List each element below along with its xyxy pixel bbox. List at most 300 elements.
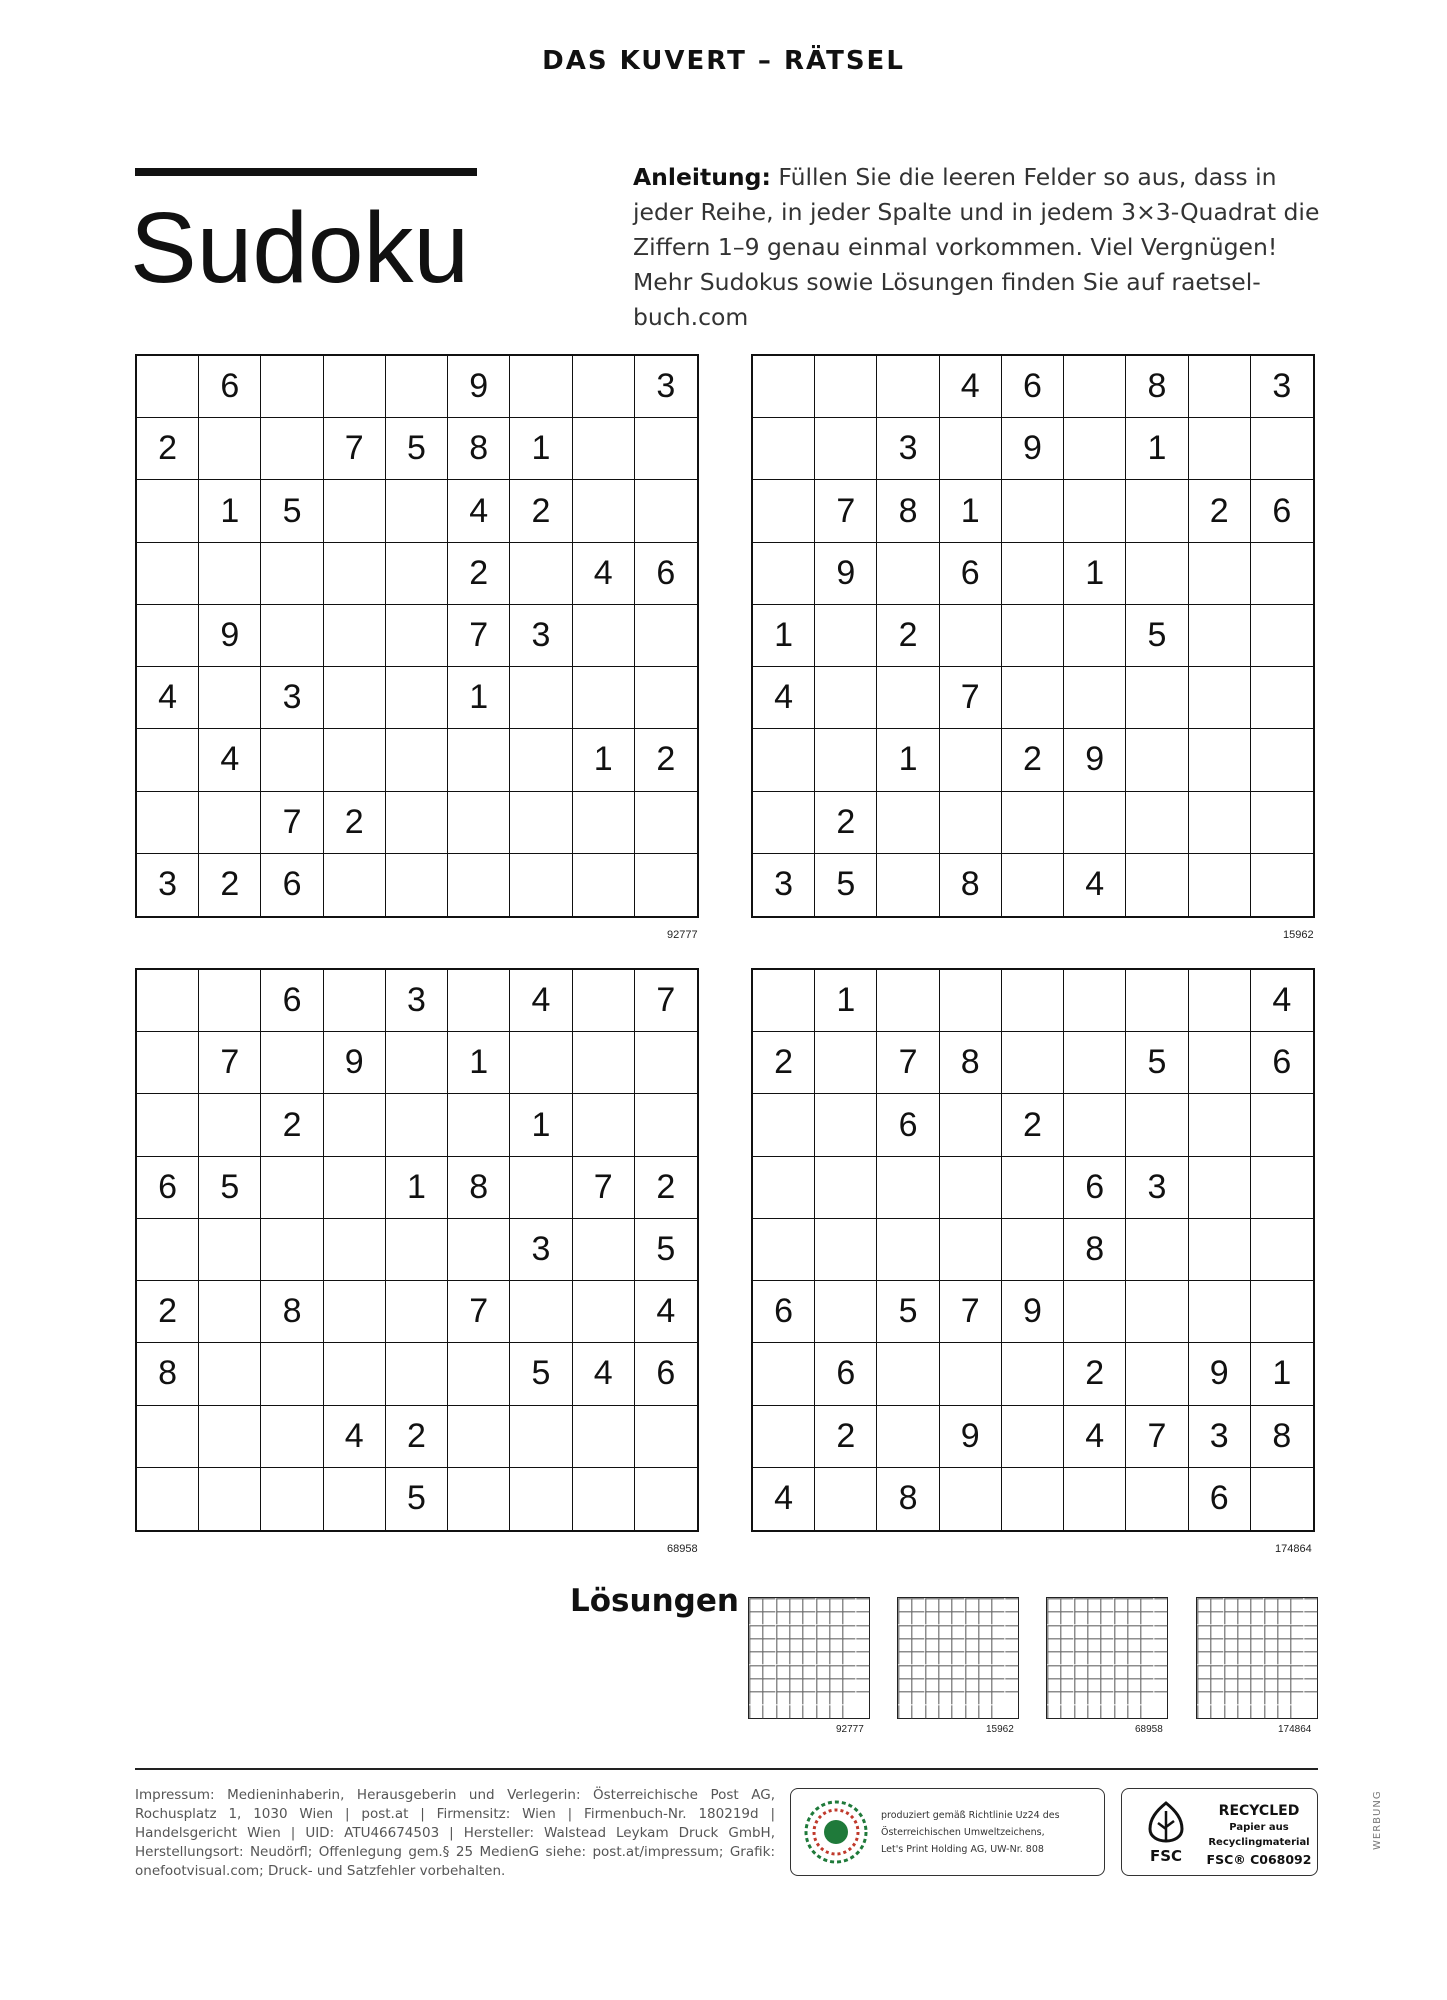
solution-cell xyxy=(951,1611,964,1624)
solution-cell xyxy=(925,1705,938,1718)
solution-cell xyxy=(776,1625,789,1638)
sudoku-cell xyxy=(448,1094,510,1156)
sudoku-cell xyxy=(1189,1094,1251,1156)
solution-cell xyxy=(1154,1611,1167,1624)
solution-cell xyxy=(1074,1678,1087,1691)
solution-grid-4 xyxy=(1196,1597,1318,1719)
solution-cell xyxy=(1140,1598,1153,1611)
solution-cell xyxy=(816,1665,829,1678)
sudoku-cell: 6 xyxy=(1189,1468,1251,1530)
sudoku-cell xyxy=(1002,605,1064,667)
sudoku-cell xyxy=(753,970,815,1032)
solution-cell xyxy=(1250,1611,1263,1624)
sudoku-cell xyxy=(815,1468,877,1530)
solution-cell xyxy=(1304,1651,1317,1664)
solution-cell xyxy=(991,1705,1004,1718)
sudoku-cell xyxy=(261,1032,323,1094)
sudoku-cell xyxy=(137,729,199,791)
puzzle-id-4: 174864 xyxy=(1275,1543,1312,1555)
sudoku-cell xyxy=(877,667,939,729)
sudoku-cell xyxy=(1126,1219,1188,1281)
solution-cell xyxy=(1210,1705,1223,1718)
sudoku-cell xyxy=(137,792,199,854)
solution-cell xyxy=(1047,1611,1060,1624)
solution-cell xyxy=(1074,1625,1087,1638)
solution-cell xyxy=(978,1705,991,1718)
solution-cell xyxy=(1197,1691,1210,1704)
solution-cell xyxy=(842,1638,855,1651)
sudoku-grid-1 xyxy=(135,354,699,918)
solution-cell xyxy=(1250,1651,1263,1664)
solution-id-2: 15962 xyxy=(986,1724,1014,1735)
solution-cell xyxy=(925,1611,938,1624)
sudoku-cell: 6 xyxy=(815,1343,877,1405)
solution-cell xyxy=(911,1691,924,1704)
sudoku-cell xyxy=(1002,1219,1064,1281)
solution-cell xyxy=(829,1651,842,1664)
solution-cell xyxy=(1087,1678,1100,1691)
solution-cell xyxy=(1100,1638,1113,1651)
sudoku-cell xyxy=(1251,1281,1313,1343)
sudoku-cell xyxy=(324,970,386,1032)
sudoku-cell: 5 xyxy=(261,480,323,542)
sudoku-cell: 7 xyxy=(261,792,323,854)
solution-cell xyxy=(911,1665,924,1678)
sudoku-cell: 9 xyxy=(940,1406,1002,1468)
sudoku-cell xyxy=(386,854,448,916)
solution-cell xyxy=(1114,1665,1127,1678)
solution-cell xyxy=(991,1651,1004,1664)
sudoku-cell: 4 xyxy=(1064,1406,1126,1468)
solution-cell xyxy=(816,1678,829,1691)
solution-cell xyxy=(789,1665,802,1678)
solution-cell xyxy=(1290,1705,1303,1718)
solution-cell xyxy=(1277,1705,1290,1718)
eco-line-3: Let's Print Holding AG, UW-Nr. 808 xyxy=(881,1844,1044,1855)
sudoku-cell xyxy=(635,1468,697,1530)
sudoku-cell xyxy=(815,1094,877,1156)
sudoku-cell xyxy=(510,792,572,854)
sudoku-cell xyxy=(815,667,877,729)
sudoku-cell xyxy=(753,356,815,418)
sudoku-cell xyxy=(1189,605,1251,667)
solution-cell xyxy=(1264,1651,1277,1664)
sudoku-cell: 7 xyxy=(940,667,1002,729)
sudoku-cell xyxy=(137,1406,199,1468)
sudoku-cell: 4 xyxy=(753,1468,815,1530)
solution-cell xyxy=(1127,1665,1140,1678)
sudoku-cell xyxy=(137,605,199,667)
solution-cell xyxy=(1277,1598,1290,1611)
solution-cell xyxy=(776,1691,789,1704)
solution-cell xyxy=(1197,1705,1210,1718)
solution-cell xyxy=(789,1638,802,1651)
fsc-logo-text: FSC xyxy=(1149,1847,1183,1865)
solution-cell xyxy=(1087,1611,1100,1624)
eco-label-text xyxy=(881,1807,1096,1858)
sudoku-cell xyxy=(1251,792,1313,854)
sudoku-cell xyxy=(1002,1032,1064,1094)
sudoku-cell xyxy=(1189,970,1251,1032)
solution-cell xyxy=(991,1611,1004,1624)
solution-cell xyxy=(1224,1598,1237,1611)
solution-cell xyxy=(1224,1638,1237,1651)
umweltzeichen-logo-icon xyxy=(803,1799,869,1865)
sudoku-cell xyxy=(324,729,386,791)
sudoku-cell xyxy=(448,854,510,916)
sudoku-cell xyxy=(261,543,323,605)
solution-cell xyxy=(1224,1625,1237,1638)
sudoku-cell xyxy=(324,605,386,667)
sudoku-cell xyxy=(635,480,697,542)
solution-cell xyxy=(978,1598,991,1611)
solution-cell xyxy=(1304,1598,1317,1611)
sudoku-cell: 2 xyxy=(199,854,261,916)
solution-cell xyxy=(802,1678,815,1691)
sudoku-cell xyxy=(573,356,635,418)
sudoku-cell xyxy=(1064,1468,1126,1530)
sudoku-cell xyxy=(448,1219,510,1281)
sudoku-cell: 8 xyxy=(448,418,510,480)
sudoku-cell xyxy=(137,356,199,418)
puzzle-id-1: 92777 xyxy=(667,929,698,941)
solution-cell xyxy=(1005,1705,1018,1718)
solution-cell xyxy=(789,1705,802,1718)
solution-cell xyxy=(978,1651,991,1664)
solution-id-1: 92777 xyxy=(836,1724,864,1735)
sudoku-cell xyxy=(1064,605,1126,667)
title-rule xyxy=(135,168,477,176)
solution-cell xyxy=(1087,1691,1100,1704)
solution-cell xyxy=(802,1651,815,1664)
sudoku-cell xyxy=(1064,1032,1126,1094)
solution-cell xyxy=(829,1678,842,1691)
solution-cell xyxy=(1237,1691,1250,1704)
sudoku-cell: 7 xyxy=(324,418,386,480)
solution-cell xyxy=(762,1651,775,1664)
solution-cell xyxy=(991,1625,1004,1638)
solution-cell xyxy=(951,1705,964,1718)
sudoku-cell: 2 xyxy=(386,1406,448,1468)
sudoku-cell: 4 xyxy=(137,667,199,729)
sudoku-cell: 1 xyxy=(448,1032,510,1094)
sudoku-cell xyxy=(324,1219,386,1281)
sudoku-cell xyxy=(386,729,448,791)
fsc-text xyxy=(1206,1803,1312,1867)
solution-cell xyxy=(1074,1705,1087,1718)
sudoku-cell: 6 xyxy=(877,1094,939,1156)
solution-cell xyxy=(1060,1625,1073,1638)
solution-cell xyxy=(1154,1691,1167,1704)
sudoku-cell xyxy=(510,1281,572,1343)
solution-cell xyxy=(1277,1625,1290,1638)
fsc-code: FSC® C068092 xyxy=(1206,1852,1312,1867)
sudoku-cell xyxy=(635,1032,697,1094)
sudoku-cell: 2 xyxy=(261,1094,323,1156)
solution-cell xyxy=(1127,1651,1140,1664)
solution-id-4: 174864 xyxy=(1278,1724,1312,1735)
sudoku-cell xyxy=(573,1468,635,1530)
solution-cell xyxy=(1060,1678,1073,1691)
solution-cell xyxy=(1264,1705,1277,1718)
sudoku-cell xyxy=(137,1219,199,1281)
solution-cell xyxy=(1277,1678,1290,1691)
solution-cell xyxy=(1140,1611,1153,1624)
solution-cell xyxy=(1264,1678,1277,1691)
sudoku-cell: 5 xyxy=(635,1219,697,1281)
solution-cell xyxy=(965,1691,978,1704)
solution-cell xyxy=(789,1625,802,1638)
sudoku-cell: 2 xyxy=(635,729,697,791)
solution-cell xyxy=(1224,1678,1237,1691)
solution-cell xyxy=(1127,1678,1140,1691)
solution-cell xyxy=(1060,1665,1073,1678)
sudoku-cell: 1 xyxy=(448,667,510,729)
solution-cell xyxy=(1114,1638,1127,1651)
sudoku-cell xyxy=(573,480,635,542)
sudoku-cell: 1 xyxy=(510,1094,572,1156)
solution-cell xyxy=(1154,1665,1167,1678)
solution-cell xyxy=(1087,1651,1100,1664)
fsc-sub-1: Papier aus xyxy=(1229,1822,1289,1833)
sudoku-cell: 3 xyxy=(1126,1157,1188,1219)
solution-cell xyxy=(925,1678,938,1691)
page-title: Sudoku xyxy=(130,192,470,304)
sudoku-cell: 6 xyxy=(1064,1157,1126,1219)
sudoku-cell xyxy=(815,605,877,667)
solution-cell xyxy=(1100,1705,1113,1718)
sudoku-cell xyxy=(573,1219,635,1281)
sudoku-cell xyxy=(753,1094,815,1156)
solution-cell xyxy=(1087,1598,1100,1611)
sudoku-cell: 1 xyxy=(510,418,572,480)
sudoku-cell: 4 xyxy=(199,729,261,791)
puzzle-id-2: 15962 xyxy=(1283,929,1314,941)
solution-cell xyxy=(1074,1611,1087,1624)
solution-cell xyxy=(1154,1678,1167,1691)
sudoku-cell: 1 xyxy=(815,970,877,1032)
sudoku-cell xyxy=(940,1157,1002,1219)
sudoku-cell xyxy=(753,729,815,791)
sudoku-cell xyxy=(815,1157,877,1219)
sudoku-cell xyxy=(940,418,1002,480)
sudoku-cell xyxy=(940,729,1002,791)
solution-cell xyxy=(802,1638,815,1651)
sudoku-cell: 9 xyxy=(1002,418,1064,480)
solution-cell xyxy=(1250,1691,1263,1704)
sudoku-cell xyxy=(1126,1094,1188,1156)
sudoku-cell xyxy=(324,667,386,729)
sudoku-cell xyxy=(386,1219,448,1281)
solution-cell xyxy=(951,1598,964,1611)
solution-cell xyxy=(1114,1691,1127,1704)
sudoku-cell xyxy=(324,854,386,916)
sudoku-cell: 7 xyxy=(448,605,510,667)
sudoku-cell: 8 xyxy=(1064,1219,1126,1281)
sudoku-cell: 9 xyxy=(324,1032,386,1094)
sudoku-cell xyxy=(573,1281,635,1343)
solution-cell xyxy=(762,1691,775,1704)
instructions-label: Anleitung: xyxy=(633,163,771,191)
solution-cell xyxy=(938,1651,951,1664)
solution-cell xyxy=(978,1665,991,1678)
solution-cell xyxy=(925,1598,938,1611)
solution-cell xyxy=(776,1678,789,1691)
solution-cell xyxy=(789,1651,802,1664)
solution-cell xyxy=(802,1611,815,1624)
sudoku-cell xyxy=(137,1468,199,1530)
solution-cell xyxy=(1127,1625,1140,1638)
solution-cell xyxy=(1114,1625,1127,1638)
sudoku-cell: 3 xyxy=(753,854,815,916)
sudoku-cell xyxy=(1189,543,1251,605)
sudoku-cell xyxy=(448,970,510,1032)
sudoku-cell: 1 xyxy=(940,480,1002,542)
solution-cell xyxy=(829,1691,842,1704)
solution-cell xyxy=(1047,1705,1060,1718)
solution-cell xyxy=(749,1691,762,1704)
solution-cell xyxy=(951,1665,964,1678)
solution-cell xyxy=(1087,1638,1100,1651)
sudoku-cell xyxy=(635,1406,697,1468)
sudoku-cell xyxy=(137,970,199,1032)
sudoku-cell xyxy=(199,1219,261,1281)
sudoku-cell xyxy=(386,605,448,667)
solution-cell xyxy=(1210,1665,1223,1678)
solution-cell xyxy=(829,1638,842,1651)
solution-cell xyxy=(1237,1598,1250,1611)
sudoku-cell: 7 xyxy=(815,480,877,542)
sudoku-cell xyxy=(1002,792,1064,854)
sudoku-cell xyxy=(510,1406,572,1468)
sudoku-cell xyxy=(324,1343,386,1405)
solution-cell xyxy=(1047,1665,1060,1678)
sudoku-cell xyxy=(1002,480,1064,542)
sudoku-cell: 2 xyxy=(815,792,877,854)
sudoku-cell: 3 xyxy=(1251,356,1313,418)
solution-cell xyxy=(749,1678,762,1691)
sudoku-cell xyxy=(815,1281,877,1343)
sudoku-cell xyxy=(386,480,448,542)
solution-cell xyxy=(776,1665,789,1678)
solution-cell xyxy=(1140,1678,1153,1691)
sudoku-cell: 9 xyxy=(448,356,510,418)
sudoku-cell xyxy=(1126,1468,1188,1530)
sudoku-cell: 1 xyxy=(753,605,815,667)
solution-cell xyxy=(776,1705,789,1718)
sudoku-cell xyxy=(877,543,939,605)
sudoku-cell: 3 xyxy=(261,667,323,729)
sudoku-cell xyxy=(877,356,939,418)
solution-cell xyxy=(1237,1651,1250,1664)
sudoku-cell: 6 xyxy=(1251,1032,1313,1094)
solution-cell xyxy=(1290,1625,1303,1638)
solution-cell xyxy=(1197,1625,1210,1638)
sudoku-cell xyxy=(635,605,697,667)
solution-cell xyxy=(925,1691,938,1704)
solution-cell xyxy=(965,1638,978,1651)
sudoku-cell xyxy=(1002,543,1064,605)
sudoku-cell xyxy=(635,667,697,729)
sudoku-cell: 6 xyxy=(940,543,1002,605)
sudoku-cell xyxy=(386,1281,448,1343)
sudoku-cell xyxy=(635,418,697,480)
sudoku-cell: 2 xyxy=(137,1281,199,1343)
solution-cell xyxy=(1250,1705,1263,1718)
sudoku-cell xyxy=(1064,667,1126,729)
sudoku-cell xyxy=(1064,356,1126,418)
sudoku-cell xyxy=(199,792,261,854)
solution-cell xyxy=(1264,1598,1277,1611)
sudoku-cell: 4 xyxy=(448,480,510,542)
sudoku-cell xyxy=(261,356,323,418)
solution-cell xyxy=(978,1678,991,1691)
solution-cell xyxy=(1047,1598,1060,1611)
solution-cell xyxy=(802,1665,815,1678)
sudoku-cell xyxy=(386,356,448,418)
solution-cell xyxy=(1277,1651,1290,1664)
sudoku-cell: 1 xyxy=(199,480,261,542)
solution-cell xyxy=(965,1598,978,1611)
solution-cell xyxy=(829,1625,842,1638)
solution-cell xyxy=(1224,1665,1237,1678)
sudoku-cell: 3 xyxy=(877,418,939,480)
solution-cell xyxy=(1290,1638,1303,1651)
sudoku-cell xyxy=(1189,1032,1251,1094)
sudoku-cell xyxy=(448,792,510,854)
solution-cell xyxy=(1224,1611,1237,1624)
sudoku-cell: 9 xyxy=(1064,729,1126,791)
solution-cell xyxy=(789,1691,802,1704)
solution-cell xyxy=(1210,1611,1223,1624)
sudoku-cell xyxy=(877,792,939,854)
sudoku-cell xyxy=(510,729,572,791)
sudoku-cell xyxy=(199,970,261,1032)
sudoku-cell xyxy=(324,1281,386,1343)
solution-cell xyxy=(938,1638,951,1651)
sudoku-cell xyxy=(1251,1468,1313,1530)
solution-cell xyxy=(749,1598,762,1611)
solution-cell xyxy=(938,1678,951,1691)
sudoku-cell: 8 xyxy=(1251,1406,1313,1468)
sudoku-cell xyxy=(1126,1281,1188,1343)
sudoku-cell xyxy=(261,418,323,480)
sudoku-cell: 4 xyxy=(573,1343,635,1405)
sudoku-cell xyxy=(510,356,572,418)
solution-cell xyxy=(816,1625,829,1638)
solution-cell xyxy=(925,1651,938,1664)
solution-cell xyxy=(1074,1651,1087,1664)
solution-cell xyxy=(776,1611,789,1624)
solution-cell xyxy=(1224,1651,1237,1664)
sudoku-cell xyxy=(635,1094,697,1156)
sudoku-cell xyxy=(1251,667,1313,729)
sudoku-cell: 2 xyxy=(1002,729,1064,791)
sudoku-cell xyxy=(324,480,386,542)
solution-cell xyxy=(816,1611,829,1624)
sudoku-cell xyxy=(940,1219,1002,1281)
solution-cell xyxy=(1237,1625,1250,1638)
solution-cell xyxy=(1197,1638,1210,1651)
solution-cell xyxy=(762,1705,775,1718)
sudoku-cell xyxy=(1251,729,1313,791)
sudoku-cell xyxy=(573,605,635,667)
solution-cell xyxy=(898,1598,911,1611)
solution-cell xyxy=(1100,1611,1113,1624)
fsc-sub-2: Recyclingmaterial xyxy=(1208,1837,1310,1848)
solution-cell xyxy=(842,1611,855,1624)
sudoku-cell xyxy=(199,543,261,605)
